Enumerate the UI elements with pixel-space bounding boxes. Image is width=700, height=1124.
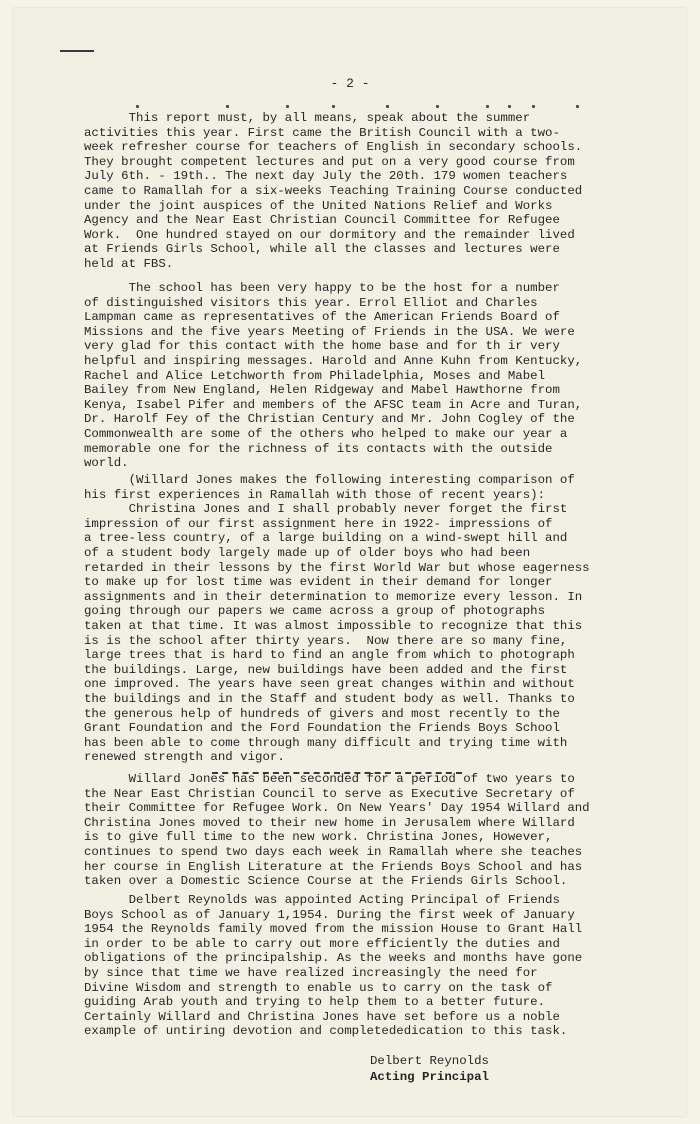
paragraph-summer-activities: This report must, by all means, speak about the summer activities this year. First came the British Council with a two- week refresher course for teachers of English in secondary schools. They brought competent lectures and put on a very good course from July 6th. - 19th.. The next day July the 20th. 179 women teachers came to Ramallah for a six-weeks Teaching Training Course conducted under the joint auspices of the United Nations Relief and Works Agency and the Near East Christian Council Committee for Refugee Work. One hundred stayed on our dormitory and the remainder lived at Friends Girls School, while all the classes and lectures were held at FBS. bbox=[84, 111, 583, 271]
typewriter-specks bbox=[136, 103, 576, 111]
paragraph-delbert-reynolds: Delbert Reynolds was appointed Acting Principal of Friends Boys School as of January 1,1954. During the first week of January 1954 the Reynolds family moved from the mission House to Grant Hall in order to be able to carry out more efficiently the duties and obligations of the principalship. As the weeks and months have gone by since that time we have realized increasingly the need for Divine Wisdom and strength to enable us to carry on the task of guiding Arab youth and trying to help them to a better future. Certainly Willard and Christina Jones have set before us a noble example of untiring devotion and completededication to this task. bbox=[84, 893, 583, 1039]
document-page bbox=[14, 8, 686, 1116]
paragraph-willard-seconded: Willard Jones has been seconded for a period of two years to the Near East Christian Council to serve as Executive Secretary of their Committee for Refugee Work. On New Years' Day 1954 Willard and Christina Jones moved to their new home in Jerusalem where Willard is to give full time to the new work. Christina Jones, However, continues to spend two days each week in Ramallah where she teaches her course in English Literature at the Friends Boys School and has taken over a Domestic Science Course at the Friends Girls School. bbox=[84, 772, 590, 889]
page-number: - 2 - bbox=[330, 76, 370, 91]
paragraph-distinguished-visitors: The school has been very happy to be the host for a number of distinguished visitors this year. Errol Elliot and Charles Lampman came as representatives of the American Friends Board of Missions and the five years Meeting of Friends in the USA. We were very glad for this contact with the home base and for th ir very helpful and inspiring messages. Harold and Anne Kuhn from Kentucky, Rachel and Alice Letchworth from Philadelphia, Moses and Mabel Bailey from New England, Helen Ridgeway and Mabel Hawthorne from Kenya, Isabel Pifer and members of the AFSC team in Acre and Turan, Dr. Harolf Fey of the Christian Century and Mr. John Cogley of the Commonwealth are some of the others who helped to make our year a memorable one for the richness of its contacts with the outside world. bbox=[84, 281, 583, 471]
signature-name: Delbert Reynolds bbox=[370, 1054, 489, 1068]
signature-title: Acting Principal bbox=[370, 1070, 489, 1084]
paragraph-willard-jones-comparison: (Willard Jones makes the following interesting comparison of his first experiences in Ramallah with those of recent years): Christina Jones and I shall probably never forget the first impression of our first assignment here in 1922- impressions of a tree-less country, of a large building on a wind-swept hill and of a student body largely made up of older boys who had been retarded in their lessons by the first World War but whose eagerness to make up for lost time was evident in their demand for longer assignments and in their determination to memorize every lesson. In going through our papers we came across a group of photographs taken at that time. It was almost impossible to recognize that this is is the school after thirty years. Now there are so many fine, large trees that is hard to find an angle from which to photograph the buildings. Large, new buildings have been added and the first one improved. The years have seen great changes within and without the buildings and in the Staff and student body as well. Thanks to the generous help of hundreds of givers and most recently to the Grant Foundation and the Ford Foundation the Friends Boys School has been able to come through many difficult and trying time with renewed strength and vigor. bbox=[84, 473, 590, 765]
margin-mark bbox=[60, 50, 94, 52]
